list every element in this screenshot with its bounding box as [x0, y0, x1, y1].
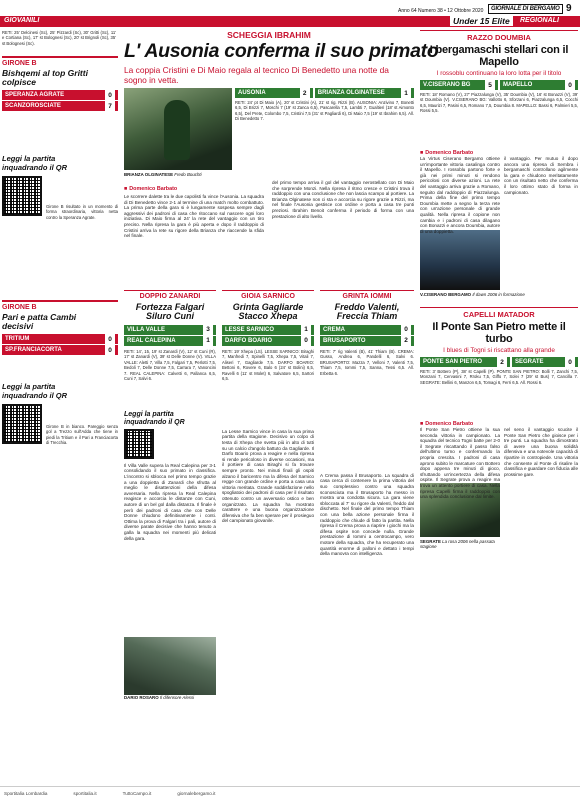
col2-score-text: RETI: 19' Xhepa (LS). LESSE SARNICO: Biraghi 7, Manfredi 7, Spinelli 7,5, Xhepa 7,5, Vitali 7, Aliseri 7, Gagliarde 7,5. DARFO BOARIO: Bettoni 6, Rovere 6, Balo 6 (24' st Bolini) 6,5, Ravelli 6 (11' st Molet) 6, Salvatore 6,5, Sartori 6,5. [222, 348, 314, 381]
box2-title: GIRONE B [2, 304, 37, 311]
main-photo [124, 88, 232, 170]
box2-qr-heading: Leggi la partita inquadrando il QR [2, 382, 67, 400]
col1-body: Il Villa Valle supera la Real Calepina per 3-1 consolidando il suo primato in classifica. L'incontro si sblocca nel primo tempo grazie a una doppietta di Zanardi che sfrutta al meglio le disattenzioni della difesa avversaria. Nella ripresa la Real Calepina reagisce e accorcia le distanze con Cuni, autore di un bel gol dalla distanza. Il finale è però dei padroni di casa che con Delle Donne chiudono definitivamente i conti. Ottima la prova di Falgari tra i pali, autore di diverse parate decisive che hanno tenuto a galla la squadra nei momenti più delicati della gara. [124, 462, 216, 541]
box1-score-row-1: SPERANZA AGRATE 0 [2, 90, 118, 100]
main-photo-player [164, 100, 190, 160]
issue-line: Anno 64 Numero 38 • 12 Ottobre 2020 [398, 8, 484, 14]
main-headline: L' Ausonia conferma il suo primato [124, 40, 439, 62]
col1-photo-caption: DARIO ROSARO Il difensore Alessi [124, 694, 195, 700]
right-subhead: I rossoblu continuano la loro lotta per il titolo [436, 70, 562, 77]
col1-photo [124, 637, 216, 695]
footer [0, 786, 580, 800]
right-headline: I bergamaschi stellari con il Mapello [429, 44, 569, 68]
footer-item[interactable]: giornalebergamo.it [177, 791, 216, 796]
page-number: 9 [566, 3, 572, 14]
box1-score-row-2: SCANZOROSCIATE 7 [2, 101, 118, 111]
col3-body: A Crema passa il Brusaporto. La squadra di casa cerca di contenere la prima vittoria del suo complessivo contro una squadra sconosciuta ma il Brusaporto ha messo in mostra una condotta sicura. La gara viene sbloccata al 7' su rigore da Valenti, freddo dal dischetto. Nel finale del primo tempo Thiam con una bella azione personale firma il raddoppio che chiude di fatto la partita. Nella ripresa il Crema prova a riaprire i giochi ma la difesa ospite non concede nulla. Grande prestazione di Iommi a centrocampo, vero motore della squadra, che ha recuperato una quantità enorme di palloni e dettato i tempi della manovra con intelligenza. [320, 472, 414, 557]
col1-score-away: REAL CALEPINA 1 [124, 336, 216, 346]
col1-qr-code[interactable] [124, 429, 154, 459]
col3-score-text: RETI: 7' rig Valenti (B), 41' Thiam (B). CREMA: Gusso, Andrea 6, Pandelli 6, Salvi 6. BRUSAPORTO: Mazza 7, Velloni 7, Valenti 7,5, Thiam 7,5, Iommi 7,5, Sanna, Tessi 6,5. All. Erbetta 6. [320, 348, 414, 376]
section-left: GIOVANILI [4, 17, 40, 24]
footer-item[interactable]: TuttoCampo.it [122, 791, 152, 796]
col2-kicker: GIOIA SARNICO [241, 293, 295, 300]
main-body-left: Le scorrere dalette tra le due capolisti fa vince l'Ausonia. La squadra di Di Benedetto vince 2-1 al termine di una match molto combattuto. La prima parte della gara si è lungamente sospesa sempre dagli aggressivi dei padroni di casa che ritoccano sul nascere ogni loro iniziativa. Di Maio firma al 24' la rete del vantaggio con un tiro preciso. Nella ripresa la gara è più aperta e dopo il raddoppio di Cristini arriva la rete su rigore della Brianza che riaccende la sfida nel finale. [124, 194, 264, 239]
girone-b-box-1 [2, 56, 118, 220]
col3-score-away: BRUSAPORTO 2 [320, 336, 414, 346]
box1-title: GIRONE B [2, 60, 37, 67]
box1-qr-heading: Leggi la partita inquadrando il QR [2, 154, 67, 172]
main-photo-caption: BRIANZA OLGINATESE Fredo Bouchti [124, 172, 202, 177]
main-scoreboard [235, 88, 414, 172]
right-score-away: MAPELLO 0 [500, 80, 578, 90]
author-bullet-icon: ■ [420, 421, 424, 427]
header-bar [0, 0, 580, 28]
right-body-2: il vantaggio. Per mutuo il dopo ancora una ripresa di Sembra i bergamaschi controllano agilmente la gara e chiudono meritatamente con un risultato netto che conferma il loro ottimo stato di forma in campionato. [504, 156, 578, 195]
main-score-home: AUSONIA 2 [235, 88, 313, 98]
col1-title: Fortezza Falgari Siluro Cuni [135, 302, 205, 322]
right-score-text: RETI: 18' Romano (V), 27' Piazzalunga (V), 35' Doumbia (V), 16' st Bonazzi (V), 39' st Doumbia (V). V.CISERANO BG: Vallotto 6, Sforzani 6, Piazzalunga 6,5, Cocchi 6,5, Maurizi 7, Pasini 6,5, Romano 7,5, Doumbia 8. MAPELLO: Bassi 6, Palmieri 5,5, Rossi 5,5. [420, 92, 578, 114]
right-headline-2: Il Ponte San Pietro mette il turbo [432, 321, 566, 345]
box2-score-row-1: TRITIUM 0 [2, 334, 118, 344]
right-body-3: Il Ponte San Pietro ottiene la sua seconda vittoria in campionato. La squadra del tecnico Togni batte per 2-0 il Segrate riscattando il passo falso dell'ultimo turno e confermando la propria crescita. I padroni di casa aprono subito le marcature con Bottero dopo appena tre minuti di gioco, sfruttando un'incertezza della difesa ospite. Il Segrate prova a reagire ma trova un attento portiere di casa. Nella ripresa Capelli firma il raddoppio con una splendida conclusione dal limite. [420, 427, 500, 500]
main-body-right: del primo tempo arriva il gol del vantaggio nerostellato con Di Maio che sorprende Monzi. Nella ripresa il ritmo cresce e Cristini trova il raddoppio con una conclusione che non lascia scampo al portiere. La Brianza Olginatese non ci sta e accorcia su rigore grazie a Rizzi, ma nel finale l'Ausonia gestisce con ordine e porta a casa tre punti preziosi. Ibrahim Benoit conferma il periodo di forma con una prestazione di alto livello. [272, 180, 414, 219]
right-score-home: V.CISERANO BG 5 [420, 80, 498, 90]
section-tag: REGIONALI [520, 17, 559, 24]
right-photo-caption-2: SEGRATE La rosa 2006 nella passata stagione [420, 539, 495, 549]
col2-title: Grinta Gagliarde Stacco Xhepa [232, 302, 304, 322]
box2-qr-code[interactable] [2, 404, 42, 444]
author-bullet-icon: ■ [420, 150, 424, 156]
right-score-home-2: PONTE SAN PIETRO 2 [420, 357, 510, 367]
col2 [222, 290, 314, 780]
right-body-4: nel seno il vantaggio scucite il Ponte San Pietro che gioisce per i tre punti. La squadra ha dimostrato di avere una buona solidità difensiva e una notevole capacità di ripartire in contropiede. Una vittoria che consente al Ponte di risalire la classifica e guardare con fiducia alle prossime gare. [504, 427, 578, 477]
main-subhead: La coppia Cristini e Di Maio regala al tecnico Di Benedetto una notte da sogno in vetta. [124, 65, 389, 85]
col1 [124, 290, 216, 780]
sidebar [2, 30, 120, 780]
col1-score-text: RETI: 14', 15, 19' st Zanardi (V), 12' st Cuni (R), 17' st Zanardi (V), 39' st Delle Donne (V). VILLA VALLE: Aletti 7, Villa 7,5, Falgari 7,5, Perlotti 7,5, Bedoli 7, Delle Donne 7,5, Carrara 7, Vanoncini 7. REAL CALEPINA: Calvetti 6, Pallanca 6,5, Cuni 7, Salvi 6. [124, 348, 216, 381]
right-score-text-2: RETI: 3' Bottero (P), 38' st Capelli (P). PONTE SAN PIETRO: Bolli 7, Zanchi 7,5, Monzani 7, Cervasini 7, Rroku 7,5, Giffo 7, Solei 7 (29' st Bus) 7, Cancilla 7. SEGRATE: Bellini 6, Manzon 6,5, Tomagi 6, Ferri 6,5. All. Rossi 6. [420, 369, 578, 385]
right-column [420, 30, 578, 782]
right-subhead-2: I blues di Togni si riscattano alla grande [443, 347, 555, 354]
main-story [124, 30, 439, 330]
col2-score-away: DARFO BOARIO 0 [222, 336, 314, 346]
col3-score-home: CREMA 0 [320, 325, 414, 335]
girone-b-box-2 [2, 300, 118, 444]
sidebar-top-results: RETI: 25' Delcinesi (Sc), 25' Pizzardi (Sc), 30' Gritti (Sc), 11' e Cortiana (Sc), 17' st Bolognesi (Sc), 20' st Brignoli (Sc), 35' st Bolognesi (Sc). [2, 30, 116, 46]
right-kicker-2: CAPELLI MATADOR [463, 310, 535, 319]
col1-qr-heading: Leggi la partita inquadrando il QR [124, 410, 185, 426]
col3-kicker: GRINTA IOMMI [342, 293, 392, 300]
right-kicker: RAZZO DOUMBIA [467, 33, 531, 42]
right-score-away-2: SEGRATE 0 [512, 357, 578, 367]
box2-score-row-2: SP.FRANCIACORTA 0 [2, 345, 118, 355]
col1-score-home: VILLA VALLE 3 [124, 325, 216, 335]
col3-title: Freddo Valenti, Freccia Thiam [334, 302, 400, 322]
right-photo-caption: V.CISERANO BERGAMO Il dawn 2006 in formazione [420, 292, 525, 297]
col2-body: La Lesse Sarnico vince in casa la sua prima partita della stagione. Decisivo un colpo di testa di Xhepa che svetta più in alto di tutti su un calcio d'angolo battuto da Gagliarde. Il Darfo Boario prova a reagire e nella ripresa si rende pericoloso in diverse occasioni, ma il portiere di casa Biraghi si fa trovare sempre pronto. Nei minuti finali gli ospiti alzano il baricentro ma la difesa del Sarnico regge con grande ordine e porta a casa una vittoria meritata. Grande soddisfazione nello spogliatoio dei padroni di casa per il risultato ottenuto contro un avversario ostico e ben organizzato. La squadra ha mostrato carattere e una buona organizzazione difensiva che fa ben sperare per il prosieguo del campionato giovanile. [222, 428, 314, 524]
main-score-text: RETI: 24' pt Di Maio (A), 20' st Cristini (A), 21' st rig. Rizzi (B). AUSONIA: Anzivino 7, Bonetti 6,5, Di Brizzi 7, Moschi 7 (19' st Zanca 6,5), Pascarella 7,5, Lambti 7, Gualtieri (18' st Aimonto 6,5), Del Prete, Colombo 7,5, Cristini 7,5 (31' st Pagliardi 6), Di Maio 7,5 (19' st Ibrahim 6,5). All. Di Benedetto 7. [235, 100, 414, 122]
right-author-2: ■ Domenico Barbato [420, 421, 474, 427]
box1-qr-caption: Girone B risultato in un momento di forma straordinaria, vittoria netta contro la Speranza Agrate. [46, 204, 118, 220]
section-right: Under 15 Elite [450, 16, 513, 26]
author-bullet-icon: ■ [124, 186, 128, 192]
right-body: La Virtus Ciserano Bergamo ottiene un'importante vittoria casalinga contro il Mapello. I rossoblu partono forte e già nei primi minuti si rendono pericolosi con diverse azioni. La rete del vantaggio arriva grazie a Romano, seguito dal raddoppio di Piazzalunga. Prima della fine del primo tempo Doumbia mette a segno la terza rete con un'azione personale di grande qualità. Nella ripresa il copione non cambia e i padroni di casa dilagano con Bonazzi e ancora Doumbia, autore di una doppietta. [420, 156, 500, 234]
brand-logo: GIORNALE DI BERGAMO [488, 4, 563, 14]
col1-kicker: DOPPIO ZANARDI [139, 293, 201, 300]
col3 [320, 290, 414, 780]
box1-qr-code[interactable] [2, 176, 42, 216]
footer-item[interactable]: Sportitalia Lombardia [4, 791, 48, 796]
footer-item[interactable]: sportitalia.it [73, 791, 97, 796]
main-score-away: BRIANZA OLGINATESE 1 [315, 88, 414, 98]
col2-score-home: LESSE SARNICO 1 [222, 325, 314, 335]
box2-subtitle: Pari e patta Cambi decisivi [2, 312, 77, 331]
main-kicker: SCHEGGIA IBRAHIM [227, 30, 311, 40]
box1-subtitle: Bishqemi al top Gritti colpisce [2, 68, 88, 87]
right-author: ■ Domenico Barbato [420, 150, 474, 156]
box2-qr-caption: Girone B in bianco. Pareggio senza gol a Trezzo sull'Adda che tiene in piedi la Tritium e il Pari a Franciacorta di Trecchia. [46, 424, 118, 446]
main-author: ■ Domenico Barbato [124, 186, 178, 192]
